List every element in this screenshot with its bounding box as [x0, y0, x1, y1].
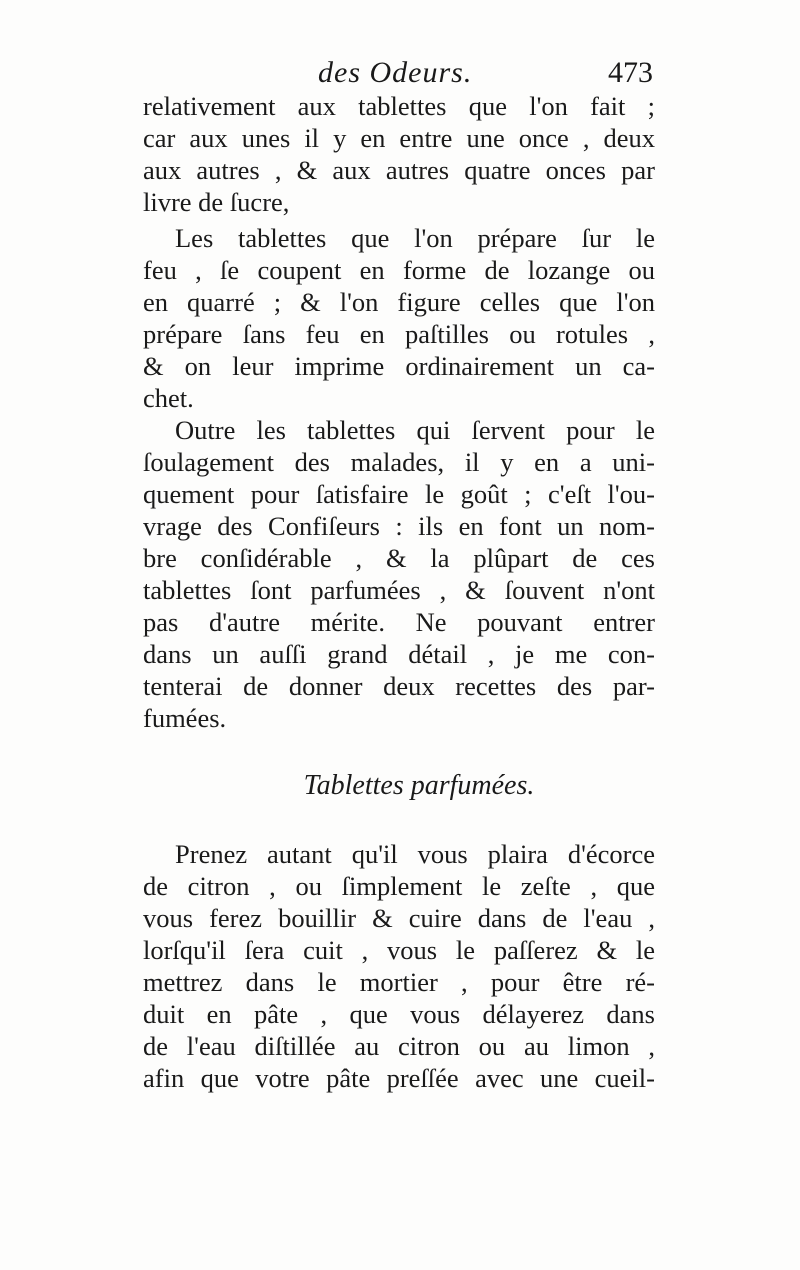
page-number: 473 [608, 56, 653, 89]
section-heading: Tablettes parfumées. [303, 770, 535, 801]
text-line: pas d'autre mérite. Ne pouvant entrer [143, 607, 655, 637]
text-line: & on leur imprime ordinairement un ca- [143, 351, 655, 381]
text-line: tablettes ſont parfumées , & ſouvent n'ont [143, 575, 655, 605]
text-line: Les tablettes que l'on prépare ſur le [175, 223, 655, 253]
text-line: livre de ſucre, [143, 187, 290, 217]
text-line: prépare ſans feu en paſtilles ou rotules , [143, 319, 655, 349]
text-line: fumées. [143, 703, 227, 733]
text-line: feu , ſe coupent en forme de lozange ou [143, 255, 655, 285]
text-line: duit en pâte , que vous délayerez dans [143, 999, 655, 1029]
text-line: lorſqu'il ſera cuit , vous le paſſerez & le [143, 935, 655, 965]
text-line: ſoulagement des malades, il y en a uni- [143, 447, 655, 477]
text-line: vous ferez bouillir & cuire dans de l'eau , [143, 903, 655, 933]
text-line: en quarré ; & l'on figure celles que l'on [143, 287, 655, 317]
text-line: chet. [143, 383, 194, 413]
text-line: aux autres , & aux autres quatre onces par [143, 155, 655, 185]
text-line: de l'eau diſtillée au citron ou au limon , [143, 1031, 655, 1061]
text-line: Outre les tablettes qui ſervent pour le [175, 415, 655, 445]
text-line: dans un auſſi grand détail , je me con- [143, 639, 655, 669]
text-line: de citron , ou ſimplement le zeſte , que [143, 871, 655, 901]
running-title: des Odeurs. [318, 56, 473, 89]
text-line: tenterai de donner deux recettes des par- [143, 671, 655, 701]
text-line: bre conſidérable , & la plûpart de ces [143, 543, 655, 573]
text-line: vrage des Confiſeurs : ils en font un nom- [143, 511, 655, 541]
text-line: car aux unes il y en entre une once , deux [143, 123, 655, 153]
text-line: afin que votre pâte preſſée avec une cueil- [143, 1063, 655, 1093]
text-line: relativement aux tablettes que l'on fait ; [143, 91, 655, 121]
text-line: quement pour ſatisfaire le goût ; c'eſt l'ou- [143, 479, 655, 509]
text-line: mettrez dans le mortier , pour être ré- [143, 967, 655, 997]
text-line: Prenez autant qu'il vous plaira d'écorce [175, 839, 655, 869]
